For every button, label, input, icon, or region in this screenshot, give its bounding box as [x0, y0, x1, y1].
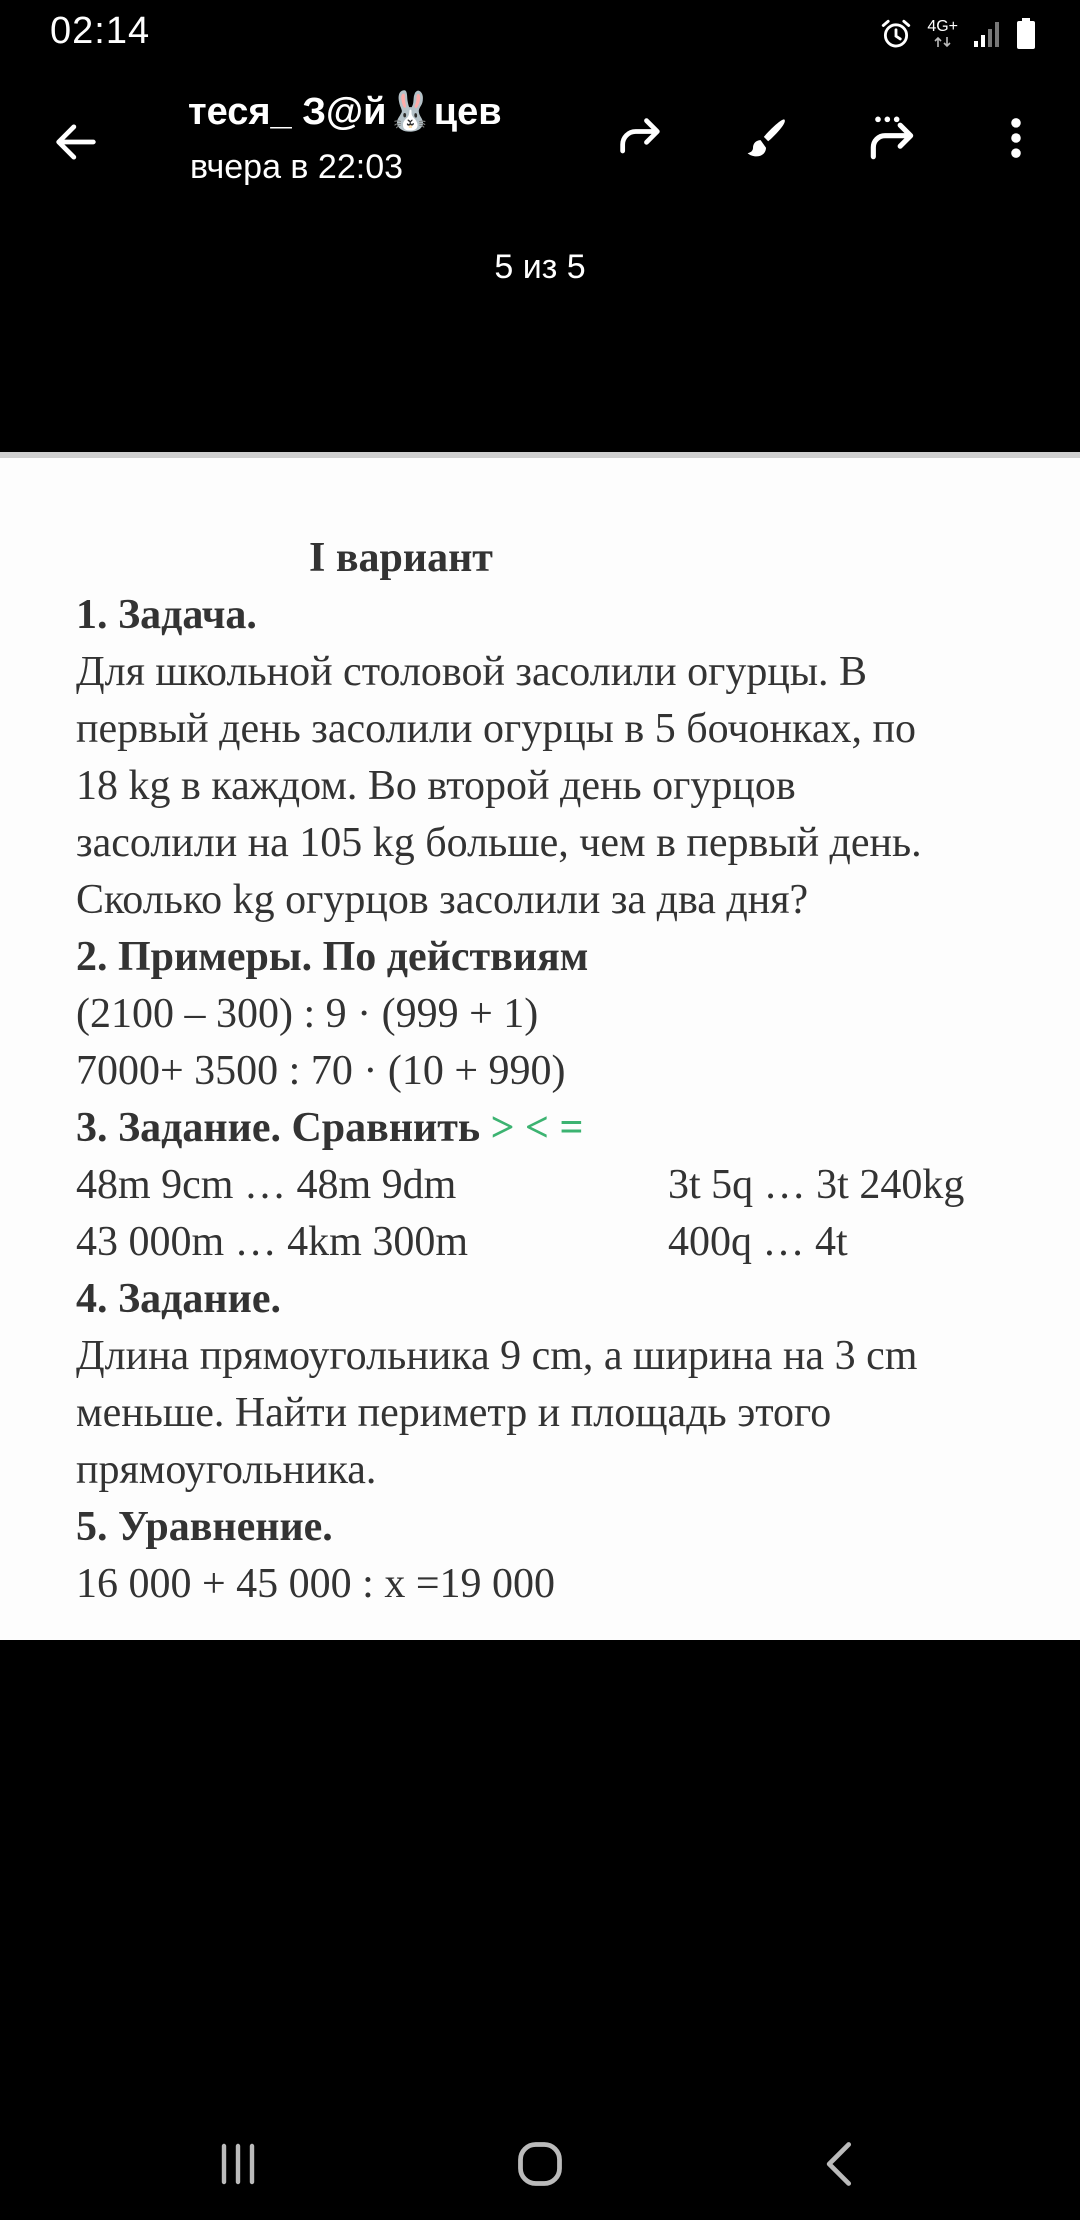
task4-title: 4. Задание.: [76, 1276, 281, 1322]
task1-line: засолили на 105 kg больше, чем в первый день.: [76, 820, 922, 866]
task1-title: 1. Задача.: [76, 592, 257, 638]
task1-line: Для школьной столовой засолили огурцы. В: [76, 649, 868, 695]
home-icon: [514, 2138, 566, 2190]
back-arrow-icon: [50, 116, 102, 168]
navigation-bar: [0, 2104, 1080, 2220]
variant-heading: I вариант: [309, 535, 493, 581]
battery-icon: [1016, 18, 1036, 50]
task3-left: 48m 9cm … 48m 9dm: [76, 1162, 457, 1208]
data-arrows-icon: [932, 35, 954, 49]
task3-left: 43 000m … 4km 300m: [76, 1219, 469, 1265]
task5-line: 16 000 + 45 000 : x =19 000: [76, 1561, 556, 1607]
photo-viewer-image[interactable]: [0, 452, 1080, 1640]
network-type-label: 4G+: [927, 18, 958, 35]
more-vert-icon: [996, 112, 1036, 164]
forward-icon: [614, 112, 666, 164]
page-counter: 5 из 5: [494, 248, 586, 286]
task2-line: 7000+ 3500 : 70 · (10 + 990): [76, 1048, 566, 1094]
recents-icon: [214, 2142, 262, 2186]
task1-line: первый день засолили огурцы в 5 бочонках, по: [76, 706, 916, 752]
status-time: 02:14: [50, 10, 151, 52]
recents-button[interactable]: [198, 2124, 278, 2204]
sender-name: теся_ З@й🐰цев: [188, 91, 502, 133]
more-options-button[interactable]: [976, 98, 1056, 178]
home-button[interactable]: [500, 2124, 580, 2204]
back-button[interactable]: [40, 106, 112, 178]
task3-right: 400q … 4t: [668, 1219, 848, 1265]
task4-line: прямоугольника.: [76, 1447, 377, 1493]
task2-title: 2. Примеры. По действиям: [76, 934, 589, 980]
task1-line: 18 kg в каждом. Во второй день огурцов: [76, 763, 796, 809]
worksheet: [76, 530, 1066, 1613]
task3-title: 3. Задание. Сравнить: [76, 1105, 481, 1151]
task3-row: [76, 1157, 1066, 1214]
task1-line: Сколько kg огурцов засолили за два дня?: [76, 877, 809, 923]
task3-row: [76, 1214, 1066, 1271]
system-back-button[interactable]: [800, 2124, 880, 2204]
back-icon: [818, 2138, 862, 2190]
task2-line: (2100 – 300) : 9 · (999 + 1): [76, 991, 539, 1037]
signal-icon: [972, 19, 1002, 49]
task3-title-row: [76, 1100, 1066, 1157]
status-icons: [879, 14, 1036, 54]
task5-title: 5. Уравнение.: [76, 1504, 333, 1550]
share-icon: [864, 110, 920, 166]
forward-button[interactable]: [600, 98, 680, 178]
draw-button[interactable]: [726, 98, 806, 178]
network-type-indicator: [927, 19, 958, 49]
task4-line: Длина прямоугольника 9 cm, а ширина на 3 cm: [76, 1333, 918, 1379]
alarm-icon: [879, 17, 913, 51]
share-button[interactable]: [852, 98, 932, 178]
status-bar: [0, 0, 1080, 68]
brush-icon: [740, 112, 792, 164]
compare-signs: > < =: [490, 1105, 584, 1151]
app-header: [0, 68, 1080, 286]
sent-time: вчера в 22:03: [190, 148, 404, 186]
task3-right: 3t 5q … 3t 240kg: [668, 1162, 965, 1208]
task4-line: меньше. Найти периметр и площадь этого: [76, 1390, 832, 1436]
